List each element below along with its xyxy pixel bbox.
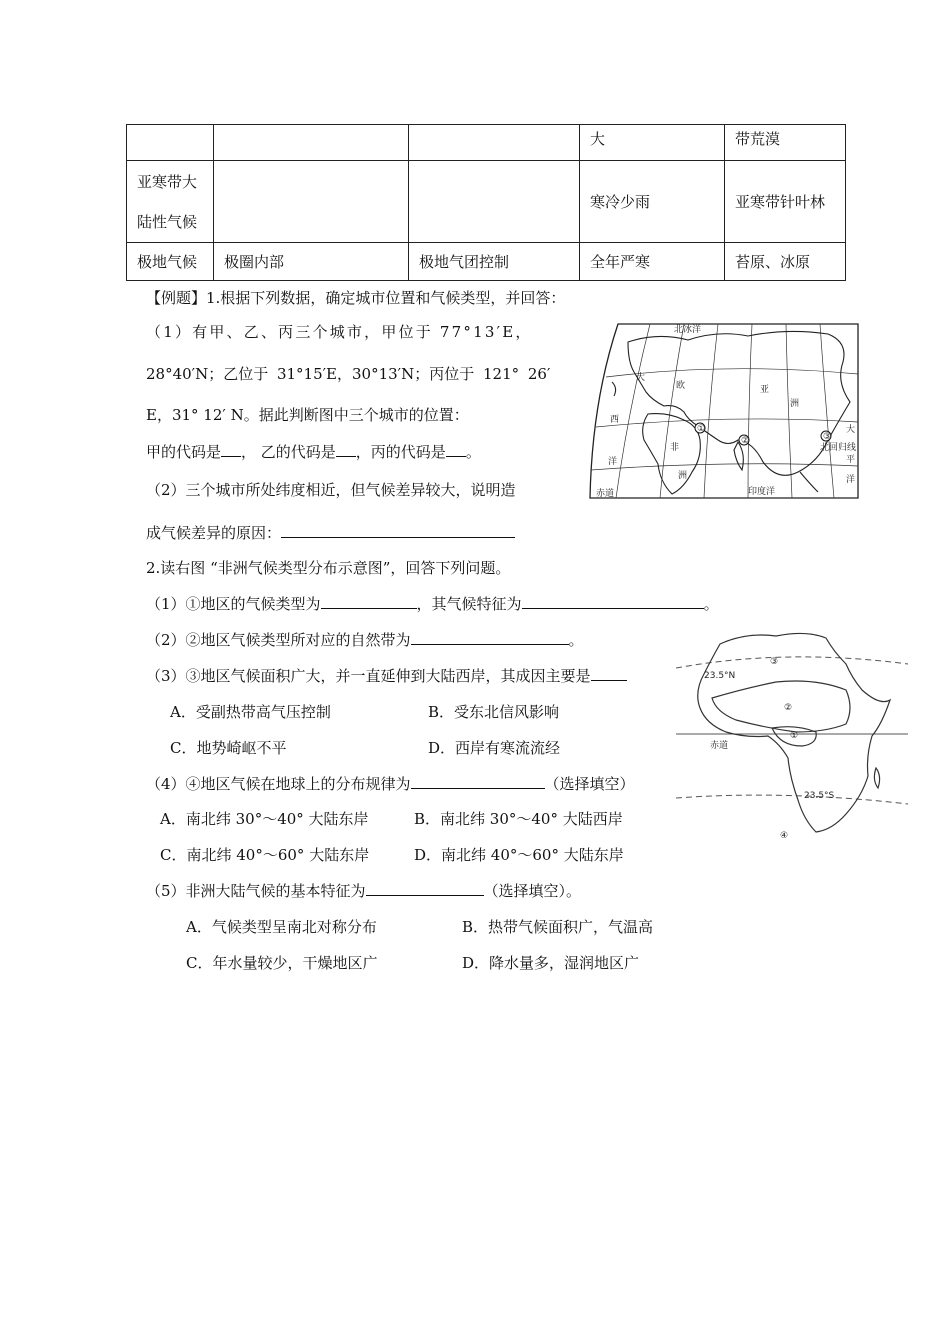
climate-table [126, 124, 846, 281]
map-label: ④ [780, 831, 789, 841]
q1-line: （1）有甲、乙、丙三个城市，甲位于 77°13′E， [146, 323, 533, 341]
table-cell [214, 125, 409, 161]
option[interactable]: A．受副热带高气压控制 [170, 703, 331, 721]
option[interactable]: A．南北纬 30°～40° 大陆东岸 [160, 810, 369, 828]
q-part-1 [146, 593, 719, 614]
option[interactable]: B．受东北信风影响 [428, 703, 560, 721]
map-label: 赤道 [596, 489, 615, 499]
q-text: 。 [703, 595, 719, 613]
option[interactable]: D．西岸有寒流流经 [428, 739, 561, 757]
map-label: 洲 [790, 399, 800, 409]
q1-label-c: ，丙的代码是 [355, 443, 446, 461]
option[interactable]: A．气候类型呈南北对称分布 [186, 918, 377, 936]
map-label: 赤道 [710, 741, 729, 751]
table-cell: 全年严寒 [580, 243, 725, 281]
q1-label-d: 。 [465, 443, 481, 461]
map-label: ③ [770, 657, 779, 667]
map-label: 23.5°N [704, 671, 736, 681]
table-cell [214, 161, 409, 243]
q2-answer-line [146, 522, 515, 543]
option[interactable]: B．南北纬 30°～40° 大陆西岸 [414, 810, 623, 828]
table-cell: 苔原、冰原 [725, 243, 846, 281]
map-label: ③ [823, 432, 832, 442]
map-label: ① [697, 424, 706, 434]
table-cell: 寒冷少雨 [580, 161, 725, 243]
option[interactable]: D．南北纬 40°～60° 大陆东岸 [414, 846, 624, 864]
q-text: （1）①地区的气候类型为 [146, 595, 321, 613]
q-text: （2）②地区气候类型所对应的自然带为 [146, 631, 411, 649]
map-label: 西 [610, 415, 620, 425]
map-label: 欧 [676, 381, 686, 391]
map-label: 大 [846, 425, 856, 435]
cell-line: 亚寒带大 [137, 172, 198, 191]
answer-blank[interactable] [522, 594, 704, 609]
map-label: 洲 [678, 471, 688, 481]
map-label: 印度洋 [748, 487, 776, 497]
table-cell [409, 125, 580, 161]
q-text: （3）③地区气候面积广大，并一直延伸到大陆西岸，其成因主要是 [146, 667, 591, 685]
q-text: 。 [568, 631, 584, 649]
answer-blank[interactable] [591, 666, 627, 681]
option[interactable]: C．南北纬 40°～60° 大陆东岸 [160, 846, 370, 864]
option[interactable]: C．年水量较少，干燥地区广 [186, 954, 378, 972]
map-label: 亚 [760, 385, 770, 395]
table-cell: 亚寒带针叶林 [725, 161, 846, 243]
map-label: 23.5°S [804, 791, 835, 801]
table-row [127, 125, 846, 161]
map-label: 平 [846, 455, 856, 465]
table-cell: 带荒漠 [725, 125, 846, 161]
map-label: 北冰洋 [674, 325, 702, 335]
map-label: 洋 [846, 475, 856, 485]
map-label: 大 [636, 373, 646, 383]
africa-climate-map [676, 628, 910, 844]
q-part-4 [146, 773, 635, 794]
table-cell: 极地气候 [127, 243, 214, 281]
map-label: ① [790, 731, 799, 741]
cell-line: 陆性气候 [137, 212, 198, 231]
table-cell [409, 161, 580, 243]
q-text: （选择填空）。 [483, 882, 582, 900]
q1-line: E，31° 12′ N。据此判断图中三个城市的位置： [146, 406, 469, 424]
map-label: 非 [670, 443, 680, 453]
table-cell: 极圈内部 [214, 243, 409, 281]
q2-line: （2）三个城市所处纬度相近，但气候差异较大，说明造 [146, 481, 516, 499]
q1-label-a: 甲的代码是 [146, 443, 222, 461]
answer-blank[interactable] [336, 442, 356, 457]
table-cell: 大 [580, 125, 725, 161]
q-text: （选择填空） [544, 775, 635, 793]
q1-line: 28°40′N；乙位于 31°15′E，30°13′N；丙位于 121° 26′ [146, 365, 551, 383]
table-cell [127, 161, 214, 243]
map-label: ② [741, 436, 750, 446]
q1-label-b: ， 乙的代码是 [241, 443, 336, 461]
table-row [127, 243, 846, 281]
table-row [127, 161, 846, 243]
table-cell [127, 125, 214, 161]
q-part-2 [146, 629, 584, 650]
answer-blank[interactable] [321, 594, 417, 609]
answer-blank[interactable] [221, 442, 241, 457]
q2-label: 成气候差异的原因： [146, 524, 282, 542]
q-part-3 [146, 665, 627, 686]
option[interactable]: D．降水量多，湿润地区广 [462, 954, 640, 972]
q-text: （5）非洲大陆气候的基本特征为 [146, 882, 366, 900]
eurasia-map [588, 322, 860, 500]
answer-blank[interactable] [366, 881, 484, 896]
answer-blank[interactable] [281, 523, 515, 538]
example-heading: 【例题】1.根据下列数据，确定城市位置和气候类型，并回答： [146, 289, 566, 307]
answer-blank[interactable] [411, 774, 545, 789]
q-text: ，其气候特征为 [416, 595, 522, 613]
option[interactable]: C．地势崎岖不平 [170, 739, 287, 757]
table-cell: 极地气团控制 [409, 243, 580, 281]
q-text: （4）④地区气候在地球上的分布规律为 [146, 775, 411, 793]
q-intro: 2.读右图 “非洲气候类型分布示意图”，回答下列问题。 [146, 559, 511, 577]
option[interactable]: B．热带气候面积广，气温高 [462, 918, 654, 936]
q1-answer-line [146, 441, 481, 462]
map-label: 北回归线 [820, 443, 857, 453]
map-label: ② [784, 703, 793, 713]
answer-blank[interactable] [411, 630, 569, 645]
answer-blank[interactable] [446, 442, 466, 457]
q-part-5 [146, 880, 581, 901]
map-label: 洋 [608, 457, 618, 467]
